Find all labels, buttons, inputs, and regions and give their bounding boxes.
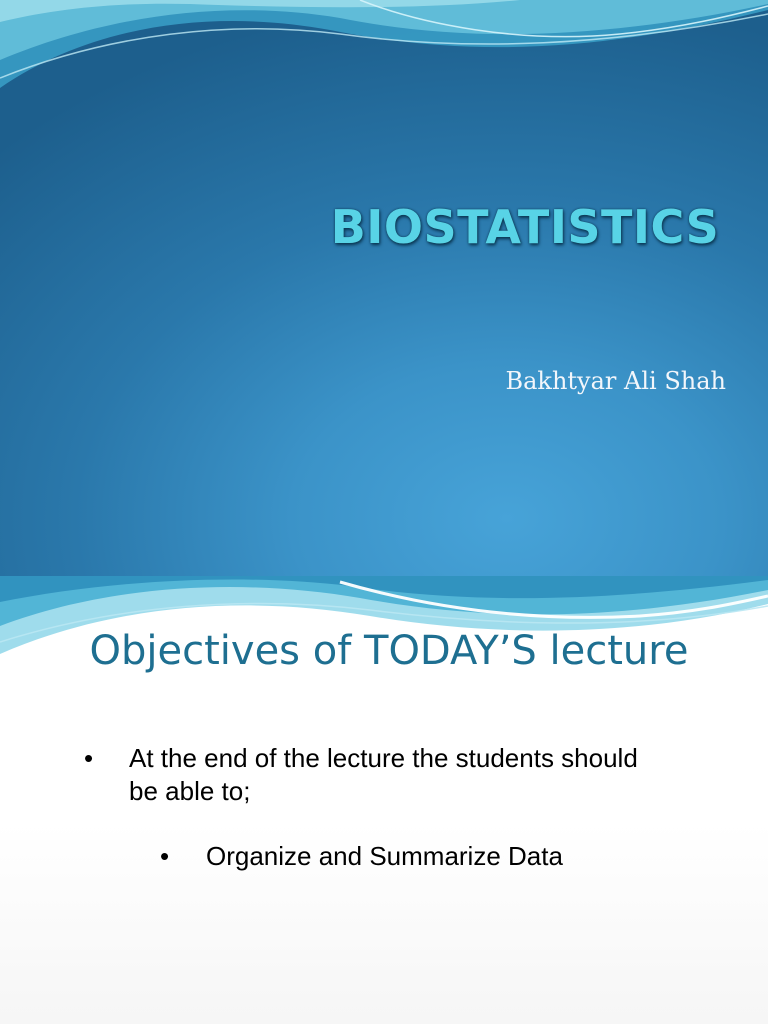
bullet-text: At the end of the lecture the students should be able to; xyxy=(129,743,638,806)
objectives-slide xyxy=(0,576,768,1024)
slide-title: Objectives of TODAY’S lecture xyxy=(89,628,689,674)
sub-bullet-item xyxy=(160,840,660,876)
bullet-text: Organize and Summarize Data xyxy=(206,841,563,871)
slide-subtitle-author: Bakhtyar Ali Shah xyxy=(505,367,726,395)
wave-decoration xyxy=(0,0,768,120)
slide-title: BIOSTATISTICS xyxy=(330,200,720,254)
bullet-marker: • xyxy=(160,841,170,871)
bullet-marker: • xyxy=(84,743,94,773)
bullet-item xyxy=(84,742,684,812)
